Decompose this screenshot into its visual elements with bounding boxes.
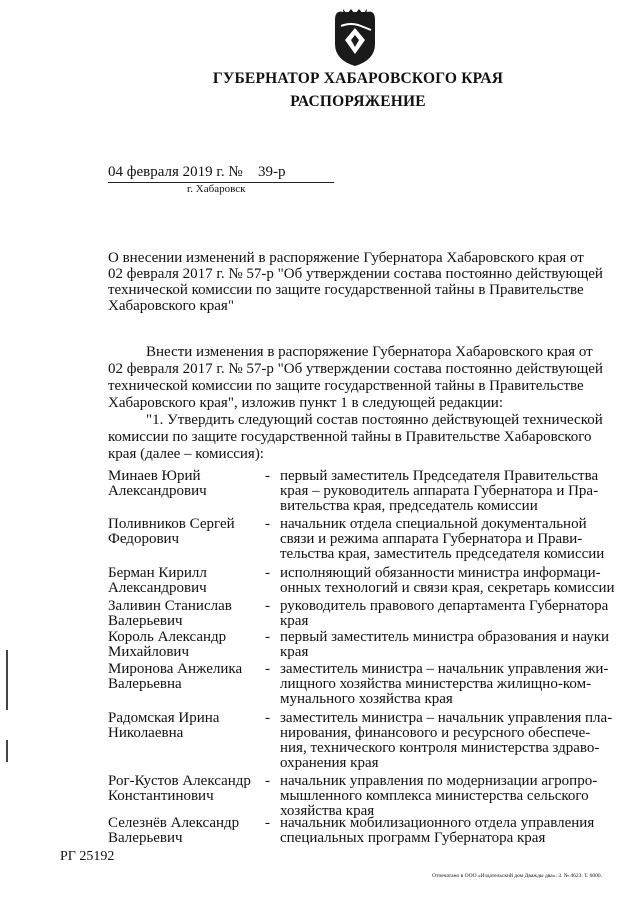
member-name-line: Константинович — [108, 788, 214, 804]
member-role — [280, 816, 618, 846]
member-name-line: Валерьевич — [108, 830, 183, 846]
city: г. Хабаровск — [187, 183, 246, 195]
member-name — [108, 662, 260, 692]
member-role-line: хозяйства края — [280, 803, 375, 819]
member-role — [280, 662, 618, 707]
member-name — [108, 469, 260, 499]
member-name-line: Валерьевна — [108, 676, 182, 692]
member-role-line: охранения края — [280, 755, 379, 771]
subject-line: О внесении изменений в распоряжение Губернатора Хабаровского края от — [108, 250, 584, 266]
member-role — [280, 711, 618, 771]
subject-line: Хабаровского края" — [108, 298, 234, 314]
document-code: РГ 25192 — [60, 849, 115, 864]
member-role-line: первый заместитель Председателя Правительства — [280, 468, 599, 484]
member-role-line: ния, технического контроля министерства здраво- — [280, 740, 600, 756]
subject-line: 02 февраля 2017 г. № 57-р "Об утверждении состава постоянно действующей — [108, 266, 603, 282]
member-role — [280, 599, 618, 629]
member-role-line: руководитель правового департамента Губернатора — [280, 598, 609, 614]
subject-heading — [108, 250, 612, 314]
body-line: Хабаровского края", изложив пункт 1 в следующей редакции: — [108, 395, 503, 411]
khabarovsk-bear-emblem-icon — [329, 6, 381, 68]
member-role-line: онных технологий и связи края, секретарь комиссии — [280, 580, 615, 596]
member-role-line: мышленного комплекса министерства сельского — [280, 788, 589, 804]
member-name-line: Михайлович — [108, 644, 189, 660]
member-role-line: лищного хозяйства министерства жилищно-ком- — [280, 676, 592, 692]
member-role-line: связи и режима аппарата Губернатора и Прави- — [280, 531, 583, 547]
member-dash: - — [265, 598, 270, 614]
member-dash: - — [265, 516, 270, 532]
body-line: края (далее – комиссия): — [108, 446, 264, 462]
member-name-line: Поливников Сергей — [108, 516, 235, 532]
printer-imprint: Отпечатано в ООО «Издательский дом Дважды два». З. № 4623. Т. 6000. — [432, 873, 603, 879]
member-role-line: вительства края, председатель комиссии — [280, 498, 538, 514]
member-role-line: начальник управления по модернизации агропро- — [280, 773, 598, 789]
member-name-line: Александрович — [108, 483, 207, 499]
member-name — [108, 816, 260, 846]
document-type: РАСПОРЯЖЕНИЕ — [290, 93, 426, 110]
body-line: 02 февраля 2017 г. № 57-р "Об утверждении состава постоянно действующей — [108, 361, 603, 377]
member-role-line: начальник мобилизационного отдела управления — [280, 815, 595, 831]
member-role-line: первый заместитель министра образования и науки — [280, 629, 610, 645]
margin-mark — [6, 650, 8, 710]
member-name — [108, 630, 260, 660]
member-role — [280, 517, 618, 562]
document-date: 04 февраля 2019 г. № — [108, 164, 243, 180]
member-dash: - — [265, 629, 270, 645]
body-line: технической комиссии по защите государственной тайны в Правительстве — [108, 378, 584, 394]
member-name-line: Николаевна — [108, 725, 184, 741]
subject-line: технической комиссии по защите государственной тайны в Правительстве — [108, 282, 584, 298]
member-role — [280, 630, 618, 660]
margin-mark — [6, 740, 8, 762]
member-name-line: Миронова Анжелика — [108, 661, 243, 677]
member-dash: - — [265, 468, 270, 484]
member-name — [108, 774, 260, 804]
member-name-line: Заливин Станислав — [108, 598, 232, 614]
authority-title: ГУБЕРНАТОР ХАБАРОВСКОГО КРАЯ — [212, 70, 504, 87]
member-dash: - — [265, 815, 270, 831]
member-role-line: начальник отдела специальной документальной — [280, 516, 587, 532]
registration-line — [108, 164, 334, 183]
member-role-line: края — [280, 644, 309, 660]
member-dash: - — [265, 773, 270, 789]
member-role-line: тельства края, заместитель председателя комиссии — [280, 546, 605, 562]
member-role-line: специальных программ Губернатора края — [280, 830, 546, 846]
body-line: Внести изменения в распоряжение Губернатора Хабаровского края от — [146, 344, 593, 360]
body-line: "1. Утвердить следующий состав постоянно действующей технической — [146, 412, 603, 428]
member-role-line: заместитель министра – начальник управления пла- — [280, 710, 613, 726]
member-role-line: мунального хозяйства края — [280, 691, 453, 707]
member-role — [280, 774, 618, 819]
member-name-line: Берман Кирилл — [108, 565, 207, 581]
member-name-line: Минаев Юрий — [108, 468, 201, 484]
member-name-line: Селезнёв Александр — [108, 815, 240, 831]
document-number: 39-р — [258, 164, 286, 180]
member-name — [108, 517, 260, 547]
member-name — [108, 566, 260, 596]
member-role-line: заместитель министра – начальник управления жи- — [280, 661, 609, 677]
member-role — [280, 566, 618, 596]
body-line: комиссии по защите государственной тайны в Правительстве Хабаровского — [108, 429, 592, 445]
member-role-line: нирования, финансового и ресурсного обеспече- — [280, 725, 591, 741]
member-name-line: Король Александр — [108, 629, 227, 645]
member-name-line: Федорович — [108, 531, 180, 547]
member-role — [280, 469, 618, 514]
member-name-line: Александрович — [108, 580, 207, 596]
member-dash: - — [265, 565, 270, 581]
member-name — [108, 711, 260, 741]
member-name-line: Рог-Кустов Александр — [108, 773, 251, 789]
member-name — [108, 599, 260, 629]
member-name-line: Валерьевич — [108, 613, 183, 629]
member-name-line: Радомская Ирина — [108, 710, 220, 726]
member-dash: - — [265, 661, 270, 677]
member-role-line: края – руководитель аппарата Губернатора и Пра- — [280, 483, 599, 499]
body-paragraph — [108, 344, 612, 463]
member-role-line: исполняющий обязанности министра информаци- — [280, 565, 601, 581]
member-dash: - — [265, 710, 270, 726]
member-role-line: края — [280, 613, 309, 629]
